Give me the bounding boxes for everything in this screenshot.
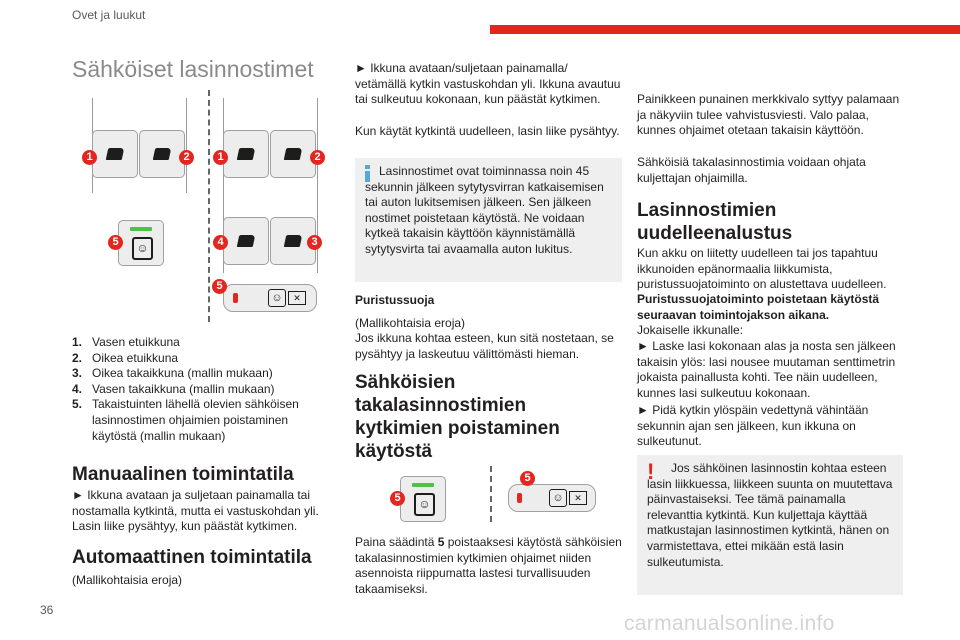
info-box [355,158,622,282]
disable-text-3: Sähköisiä takalasinnostimia voidaan ohjata kuljettajan ohjaimilla. [637,155,866,185]
legend-list-wrap [72,335,324,444]
reset-heading: Lasinnostimien uudelleenalustus [637,200,793,244]
child-lock-button: ☺ [400,476,446,522]
auto-heading: Automaattinen toimintatila [72,547,312,568]
driver-child-lock-button: ☺ ✕ [223,284,317,312]
legend-item: 3. Oikea takaikkuna (mallin mukaan) [72,366,273,381]
warning-icon: ! [647,459,655,484]
reset-text-2: Jokaiselle ikkunalle: [637,323,744,337]
reset-step-2: ► Pidä kytkin ylöspäin vedettynä vähintään sekunnin ajan sen jälkeen, kun ikkuna on sulkeutunut. [637,403,869,449]
reset-bold: Puristussuojatoiminto poistetaan käytöstä seuraavan toimintojakson aikana. [637,292,880,322]
callout-badge: 5 [520,471,535,486]
pinch-text: Jos ikkuna kohtaa esteen, kun sitä nostetaan, se pysähtyy ja laskeutuu välittömästi hieman. [355,331,614,361]
window-switch-diagram [80,90,325,320]
front-right-switch [139,130,185,178]
callout-badge: 2 [179,150,194,165]
callout-badge: 1 [82,150,97,165]
legend-item: 2. Oikea etuikkuna [72,350,179,365]
front-left-switch [92,130,138,178]
callout-badge: 5 [390,491,405,506]
legend-list [72,335,324,444]
info-text: Lasinnostimet ovat toiminnassa noin 45 sekunnin jälkeen sytytysvirran katkaisemisen tai auton lukitsemisen jälkeen. Sen jälkeen nostimet poistetaan käytöstä. Ne voidaan kytkeä takaisin käyttöön käynnistämällä sytytysvirta tai avaamalla auton lukitus. [365,164,604,256]
driver-front-left-switch [223,130,269,178]
callout-badge: 1 [213,150,228,165]
child-lock-button: ☺ [118,220,164,266]
warning-box [637,455,903,595]
disable-text-2: Painikkeen punainen merkkivalo syttyy palamaan ja näkyviin tulee vahvistusviesti. Valo palaa, kunnes ohjaimet otetaan takaisin käyttöön. [637,92,900,138]
legend-item: 4. Vasen takaikkuna (mallin mukaan) [72,381,275,396]
page-title: Sähköiset lasinnostimet [72,56,314,82]
callout-badge: 5 [108,235,123,250]
warning-text: Jos sähköinen lasinnostin kohtaa esteen lasin liikkuessa, liikkeen suunta on muutettava päinvastaiseksi. Tee tämä painamalla relevanttia kytkintä. Kun kuljettaja käyttää matkustajan lasinnostimen kytkintä, hänen on varmistettava, ettei mikään estä lasin sulkeutumista. [647,461,893,569]
disable-heading: Sähköisien takalasinnostimien kytkimien poistaminen käytöstä [355,372,560,462]
reset-text-1: Kun akku on liitetty uudelleen tai jos tapahtuu ikkunoiden epänormaalia liikkumista, puristussuojatoiminto on alustettava uudelleen. [637,246,887,292]
section-header: Ovet ja luukut [72,8,146,22]
legend-item: 5. Takaistuinten lähellä olevien sähköisen lasinnostimen ohjaimien poistaminen käytöstä (mallin mukaan) [72,397,299,443]
auto-note: (Mallikohtaisia eroja) [72,573,183,587]
page-number: 36 [40,603,54,617]
header-accent-bar [490,25,960,34]
manual-text: ► Ikkuna avataan ja suljetaan painamalla tai nostamalla kytkintä, mutta ei vastuskohdan yli. Lasin liike pysähtyy, kun päästät kytkimen. [72,488,319,534]
pinch-heading: Puristussuoja [355,293,435,307]
disable-switch-diagram [390,466,600,522]
watermark: carmanualsonline.info [624,612,835,635]
driver-front-right-switch [270,130,316,178]
reset-step-1: ► Laske lasi kokonaan alas ja nosta sen jälkeen takaisin ylös: lasi nousee muutaman senttimetrin jokaista painallusta kohti. Tee näin uudelleen, kunnes lasi sulkeutuu kokonaan. [637,339,896,400]
driver-rear-left-switch [223,217,269,265]
callout-badge: 3 [307,235,322,250]
callout-badge: 2 [310,150,325,165]
callout-badge: 5 [212,279,227,294]
disable-text: Paina säädintä 5 poistaaksesi käytöstä sähköisien takalasinnostimien kytkimien ohjaimet niiden asennoista riippumatta lastesi turvallisuuden takaamiseksi. [355,535,622,596]
auto-text-2: Kun käytät kytkintä uudelleen, lasin liike pysähtyy. [355,124,620,138]
driver-child-lock-button: ☺ ✕ [508,484,596,512]
callout-badge: 4 [213,235,228,250]
pinch-note: (Mallikohtaisia eroja) [355,316,466,330]
legend-item: 1. Vasen etuikkuna [72,335,180,349]
auto-text-1: ► Ikkuna avataan/suljetaan painamalla/ vetämällä kytkin vastuskohdan yli. Ikkuna avautuu tai sulkeutuu kokonaan, kun päästät kytkimen. [355,61,621,107]
manual-heading: Manuaalinen toimintatila [72,464,294,485]
